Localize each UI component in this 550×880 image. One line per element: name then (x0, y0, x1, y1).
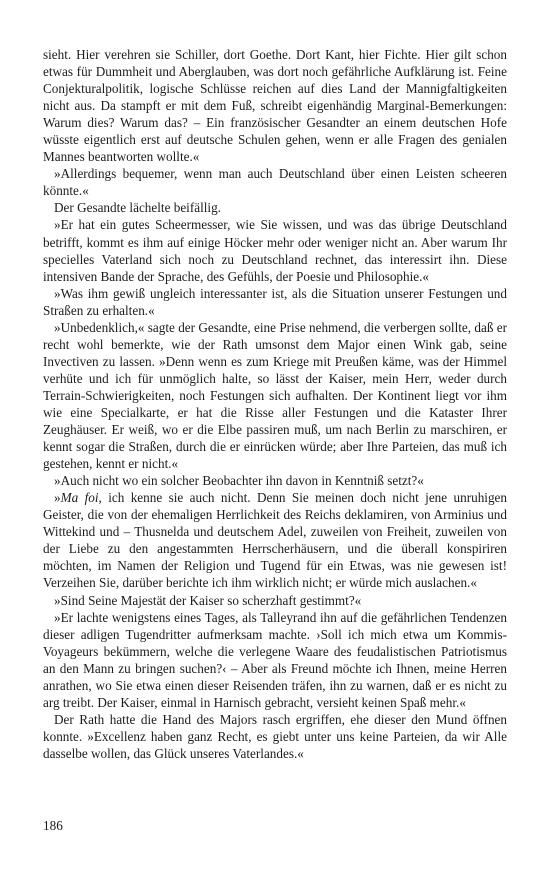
paragraph (43, 285, 507, 319)
paragraph (43, 46, 507, 165)
text-segment: sieht. Hier verehren sie Schiller, dort Goethe. Dort Kant, hier Fichte. Hier gilt schon etwas für Dummheit und Aberglauben, was dort noch gefährliche Aufklärung ist. Feine Conjekturalpolitik, logische Schlüsse reichen auf dies Land der Mannigfaltigkeiten nicht aus. Da stampft er mit dem Fuß, schreibt eigenhändig Marginal-Bemerkungen: Warum dies? Warum das? – Ein französischer Gesandter an einem deutschen Hofe wüsste eigentlich erst auf deutsche Schulen gehen, wenn er alle Fragen des genialen Mannes beantworten wollte.« (43, 47, 507, 165)
text-segment: »Sind Seine Majestät der Kaiser so scherzhaft gestimmt?« (54, 592, 362, 608)
paragraph (43, 489, 507, 591)
text-segment: »Er lachte wenigstens eines Tages, als Talleyrand ihn auf die gefährlichen Tendenzen dieser adligen Tugendritter aufmerksam machte. ›Soll ich mich etwa um Kommis-Voyageurs bekümmern, welche die verlegene Waare des feudalistischen Patriotismus an den Mann zu bringen suchen?‹ – Aber als Freund möchte ich Ihnen, meine Herren anrathen, wo Sie etwa einen dieser Reisenden träfen, ihn zu warnen, daß er es nicht zu arg treibt. Der Kaiser, einmal in Harnisch gebracht, versieht keinen Spaß mehr.« (43, 609, 507, 710)
text-segment: » (54, 490, 61, 506)
text-segment: Der Gesandte lächelte beifällig. (54, 200, 221, 216)
body-text (43, 46, 507, 762)
paragraph (43, 609, 507, 711)
paragraph (43, 592, 507, 609)
paragraph (43, 199, 507, 216)
text-segment: Der Rath hatte die Hand des Majors rasch ergriffen, ehe dieser den Mund öffnen konnte. »Excellenz haben ganz Recht, es giebt unter uns keine Parteien, da wir Alle dasselbe wollen, das Glück unseres Vaterlandes.« (43, 711, 507, 761)
text-segment: »Was ihm gewiß ungleich interessanter ist, als die Situation unserer Festungen und Straßen zu erhalten.« (43, 285, 507, 318)
text-segment: ich kenne sie auch nicht. Denn Sie meinen doch nicht jene unruhigen Geister, die von der ehemaligen Herrlichkeit des Reichs deklamiren, von Arminius und Wittekind und – Thusnelda und deutschem Adel, zuweilen von Freiheit, zuweilen von der Liebe zu den angestammten Herrscherhäusern, und die überall konspiriren möchten, im Namen der Religion und Tugend für ein Etwas, was nie gewesen ist! Verzeihen Sie, darüber berichte ich ihm wirklich nicht; er würde mich auslachen.« (43, 490, 507, 591)
paragraph (43, 711, 507, 762)
page-number: 186 (43, 818, 63, 833)
paragraph (43, 319, 507, 472)
text-segment: »Unbedenklich,« sagte der Gesandte, eine Prise nehmend, die verbergen sollte, daß er recht wohl bemerkte, wie der Rath umsonst dem Major einen Wink gab, seine Invectiven zu lassen. »Denn wenn es zum Kriege mit Preußen käme, was der Himmel verhüte und ich für unmöglich halte, so lässt der Kaiser, mein Herr, weder durch Terrain-Schwierigkeiten, noch Festungen sich aufhalten. Der Kontinent liegt vor ihm wie eine Specialkarte, er hat die Risse aller Festungen und die Kataster Ihrer Zeughäuser. Er weiß, wo er die Elbe passiren muß, um nach Berlin zu marschiren, er kennt sogar die Straßen, durch die er einrücken würde; aber Ihre Parteien, das muß ich gestehen, kennt er nicht.« (43, 319, 507, 472)
text-segment: »Er hat ein gutes Scheermesser, wie Sie wissen, und was das übrige Deutschland betrifft, kommt es ihm auf einige Höcker mehr oder weniger nicht an. Aber warum Ihr specielles Vaterland sich noch zu Deutschland rechnet, das interessirt ihn. Diese intensiven Bande der Sprache, des Gefühls, der Poesie und Philosophie.« (43, 217, 507, 284)
italic-text: Ma foi, (60, 490, 102, 506)
text-segment: »Allerdings bequemer, wenn man auch Deutschland über einen Leisten scheeren könnte.« (43, 166, 507, 199)
paragraph (43, 216, 507, 284)
paragraph (43, 165, 507, 199)
text-segment: »Auch nicht wo ein solcher Beobachter ihn davon in Kenntniß setzt?« (54, 473, 424, 489)
paragraph (43, 472, 507, 489)
